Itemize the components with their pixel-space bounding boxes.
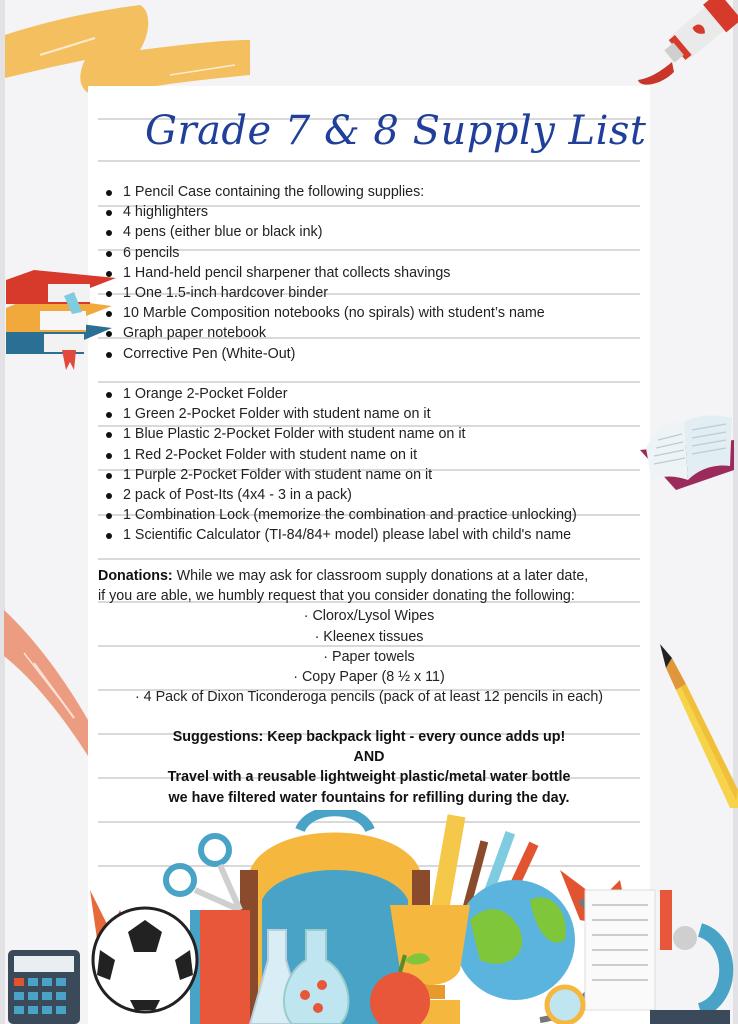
open-book-icon	[636, 410, 738, 495]
donation-item: · Kleenex tissues	[314, 628, 424, 645]
donation-item: · Paper towels	[323, 648, 415, 665]
list-item: 1 Combination Lock (memorize the combination and practice unlocking)	[98, 505, 577, 525]
list-item: 1 Green 2-Pocket Folder with student name on it	[98, 404, 577, 424]
supply-list-1	[98, 182, 545, 364]
suggestion-line: we have filtered water fountains for refilling during the day.	[168, 789, 570, 806]
book-stack-icon	[4, 270, 124, 380]
list-item: 2 pack of Post-Its (4x4 - 3 in a pack)	[98, 485, 577, 505]
donations-intro: Donations: While we may ask for classroom supply donations at a later date,	[98, 568, 589, 584]
suggestions-section	[98, 727, 640, 808]
paint-tube-icon	[630, 0, 738, 95]
list-item: Corrective Pen (White-Out)	[98, 344, 545, 364]
list-item: 1 Red 2-Pocket Folder with student name on it	[98, 445, 577, 465]
list-item: 4 pens (either blue or black ink)	[98, 222, 545, 242]
donations-label: Donations:	[98, 568, 173, 584]
donation-item: · Copy Paper (8 ½ x 11)	[293, 668, 445, 685]
list-item: 1 Hand-held pencil sharpener that collects shavings	[98, 263, 545, 283]
donations-intro-line2: if you are able, we humbly request that you consider donating the following:	[98, 588, 575, 605]
list-item: 1 Blue Plastic 2-Pocket Folder with student name on it	[98, 424, 577, 444]
suggestion-line: AND	[353, 749, 385, 766]
page-title: Grade 7 & 8 Supply List	[145, 108, 647, 154]
list-item: 1 Pencil Case containing the following supplies:	[98, 182, 545, 202]
donation-item: · Clorox/Lysol Wipes	[303, 608, 435, 625]
list-item: 6 pencils	[98, 243, 545, 263]
donation-item: · 4 Pack of Dixon Ticonderoga pencils (pack of at least 12 pencils in each)	[134, 689, 604, 706]
paint-brush-stroke-salmon-icon	[4, 608, 90, 758]
list-item: 4 highlighters	[98, 202, 545, 222]
list-item: 10 Marble Composition notebooks (no spirals) with student’s name	[98, 303, 545, 323]
suggestion-line: Suggestions: Keep backpack light - every ounce adds up!	[172, 729, 566, 745]
donations-list	[98, 606, 640, 707]
rule-line	[98, 160, 640, 162]
suggestion-line: Travel with a reusable lightweight plastic/metal water bottle	[167, 769, 571, 786]
pencil-icon	[658, 640, 738, 810]
supply-list-2	[98, 384, 577, 546]
list-item: Graph paper notebook	[98, 323, 545, 343]
list-item: 1 One 1.5-inch hardcover binder	[98, 283, 545, 303]
list-item: 1 Purple 2-Pocket Folder with student name on it	[98, 465, 577, 485]
list-item: 1 Scientific Calculator (TI-84/84+ model) please label with child's name	[98, 525, 577, 545]
donations-section	[98, 566, 640, 707]
school-supplies-illustration	[0, 810, 738, 1024]
rule-line	[98, 558, 640, 560]
rule-line	[98, 381, 640, 383]
list-item: 1 Orange 2-Pocket Folder	[98, 384, 577, 404]
